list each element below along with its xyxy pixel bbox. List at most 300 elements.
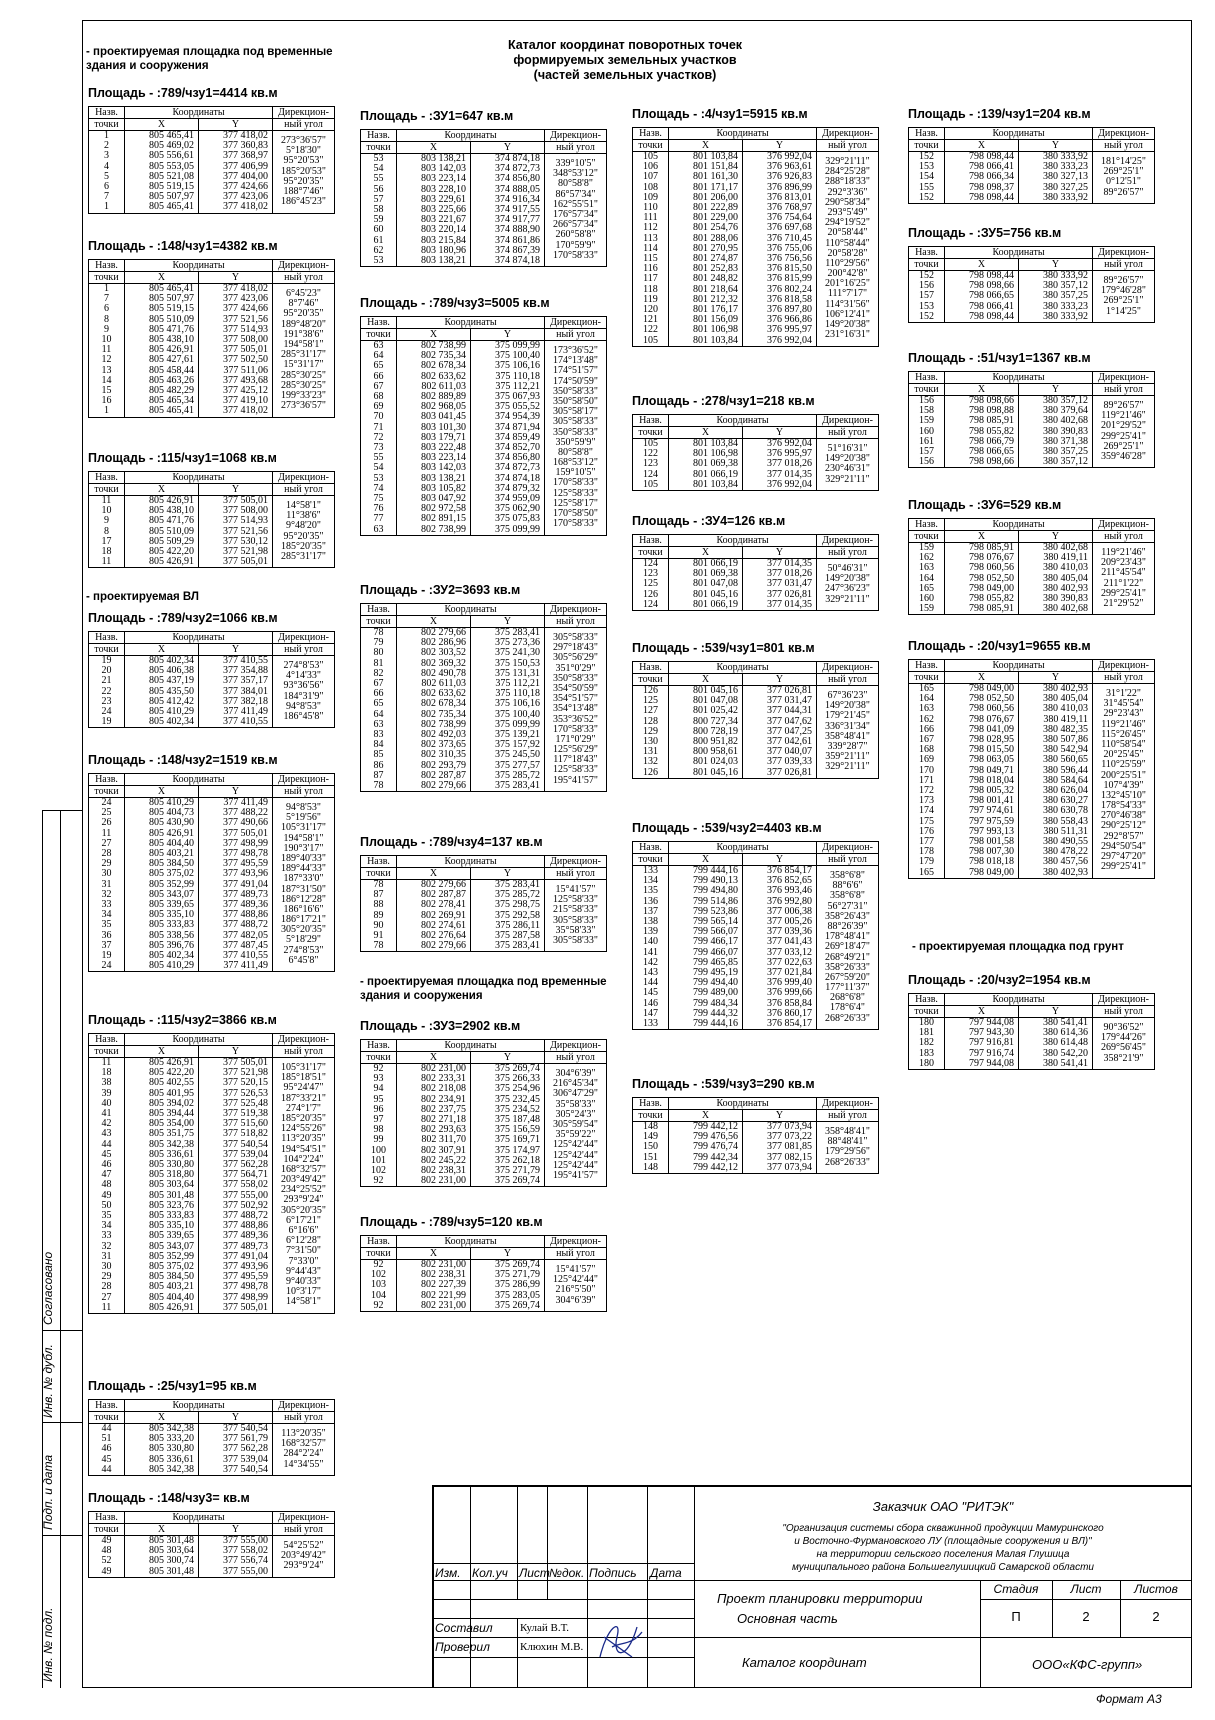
header-direction-2: ный угол [817, 674, 879, 686]
coord-y: 375 271,79 [471, 1270, 545, 1280]
header-direction: Дирекцион- [545, 604, 607, 616]
direction-angle: 189°48'20" [281, 318, 326, 330]
point-name: 154 [909, 172, 945, 182]
coord-y: 375 266,33 [471, 1074, 545, 1084]
coord-x: 805 403,21 [125, 849, 199, 859]
coord-x: 798 066,41 [945, 302, 1019, 312]
area-block [908, 638, 1155, 879]
direction-angles [1093, 152, 1155, 204]
coord-x: 798 052,50 [945, 574, 1019, 584]
project-desc-3: на территории сельского поселения Малая Глушица [816, 1549, 1070, 1560]
point-name: 122 [633, 325, 669, 335]
coord-y: 376 992,04 [743, 439, 817, 450]
coord-x: 805 426,91 [125, 829, 199, 839]
area-block [88, 1012, 335, 1314]
coord-y: 375 283,41 [471, 781, 545, 792]
coord-y: 376 756,56 [743, 254, 817, 264]
area-block [908, 972, 1155, 1070]
table-row [89, 131, 335, 142]
area-heading: Площадь - :539/чзу3=290 кв.м [632, 1077, 815, 1091]
direction-angles [817, 866, 879, 1030]
direction-angle: 29°23'43" [1103, 708, 1144, 720]
table-row [89, 798, 335, 809]
header-direction-2: ный угол [1093, 384, 1155, 396]
coord-x: 803 179,71 [397, 433, 471, 443]
point-name: 62 [361, 246, 397, 256]
coord-x: 798 005,32 [945, 786, 1019, 796]
coord-x: 801 066,19 [669, 600, 743, 611]
coord-y: 380 379,64 [1019, 406, 1093, 416]
header-coordinates: Координаты [669, 1098, 817, 1110]
header-point-name-2: точки [89, 1412, 125, 1424]
direction-angle: 125°56'29" [553, 744, 598, 756]
header-coordinates: Координаты [669, 128, 817, 140]
direction-angle: 329°21'11" [825, 156, 870, 167]
header-direction-2: ный угол [545, 329, 607, 341]
point-name: 39 [89, 1089, 125, 1099]
coord-y: 374 861,86 [471, 236, 545, 246]
header-y: Y [743, 427, 817, 439]
direction-angle: 10°3'17" [286, 1286, 321, 1298]
point-name: 48 [89, 1546, 125, 1556]
coord-x: 805 426,91 [125, 557, 199, 568]
coord-y: 377 564,71 [199, 1170, 273, 1180]
direction-angle: 1°14'25" [1106, 305, 1141, 317]
direction-angle: 269°25'1" [1103, 166, 1144, 178]
coord-y: 380 542,94 [1019, 745, 1093, 755]
coord-y: 380 560,65 [1019, 755, 1093, 765]
sheets-value: 2 [1152, 1609, 1160, 1624]
coord-y: 377 040,07 [743, 747, 817, 757]
point-name: 170 [909, 766, 945, 776]
point-name: 166 [909, 725, 945, 735]
point-name: 48 [89, 1180, 125, 1190]
header-coordinates: Координаты [945, 660, 1093, 672]
direction-angle: 234°25'52" [281, 1184, 326, 1196]
coord-y: 375 287,58 [471, 931, 545, 941]
area-heading: Площадь - :ЗУ3=2902 кв.м [360, 1019, 521, 1033]
header-y: Y [471, 329, 545, 341]
point-name: 67 [361, 679, 397, 689]
coord-x: 801 218,64 [669, 285, 743, 295]
coord-x: 802 310,35 [397, 750, 471, 760]
table-row [909, 271, 1155, 282]
coord-x: 800 951,82 [669, 737, 743, 747]
header-direction-2: ный угол [273, 644, 335, 656]
coord-x: 801 069,38 [669, 459, 743, 469]
coord-table [88, 1399, 335, 1476]
point-name: 125 [633, 696, 669, 706]
point-name: 61 [361, 236, 397, 246]
coord-y: 376 697,68 [743, 223, 817, 233]
header-direction-2: ный угол [273, 484, 335, 496]
coord-y: 377 073,94 [743, 1163, 817, 1174]
coord-y: 375 099,99 [471, 720, 545, 730]
coord-x: 805 351,75 [125, 1129, 199, 1139]
header-point-name: Назв. [633, 128, 669, 140]
coord-y: 377 021,84 [743, 968, 817, 978]
area-heading: Площадь - :789/чзу4=137 кв.м [360, 835, 543, 849]
direction-angle: 211°1'22" [1103, 577, 1144, 589]
coord-y: 377 384,01 [199, 687, 273, 697]
coord-x: 798 098,44 [945, 312, 1019, 323]
header-direction: Дирекцион- [273, 774, 335, 786]
point-name: 19 [89, 656, 125, 667]
compiled-by-name: Кулай В.Т. [520, 1622, 569, 1634]
coord-y: 377 555,00 [199, 1191, 273, 1201]
point-name: 116 [633, 264, 669, 274]
coord-y: 380 357,12 [1019, 457, 1093, 468]
document-name: Каталог координат [742, 1655, 867, 1670]
coord-table [88, 106, 335, 214]
coord-y: 377 488,86 [199, 910, 273, 920]
header-direction: Дирекцион- [1093, 247, 1155, 259]
coord-y: 375 099,99 [471, 525, 545, 536]
coord-y: 377 539,04 [199, 1455, 273, 1465]
point-name: 63 [361, 720, 397, 730]
direction-angles [817, 1122, 879, 1174]
coord-x: 805 301,48 [125, 1536, 199, 1547]
signature-image [592, 1607, 647, 1667]
coord-y: 376 768,97 [743, 203, 817, 213]
point-name: 35 [89, 920, 125, 930]
direction-angle: 268°49'21" [825, 951, 870, 963]
coord-x: 798 063,05 [945, 755, 1019, 765]
header-point-name-2: точки [633, 854, 669, 866]
direction-angle: 89°26'57" [1103, 400, 1144, 411]
coord-y: 377 518,82 [199, 1129, 273, 1139]
header-y: Y [743, 547, 817, 559]
coord-x: 799 514,86 [669, 897, 743, 907]
header-x: X [669, 547, 743, 559]
col-date: Дата [650, 1566, 682, 1580]
coord-x: 805 343,07 [125, 890, 199, 900]
coord-x: 802 231,00 [397, 1260, 471, 1271]
point-name: 17 [89, 537, 125, 547]
header-point-name-2: точки [361, 868, 397, 880]
area-block [632, 106, 879, 347]
project-desc-1: "Организация системы сбора скважинной продукции Мамуринского [782, 1523, 1104, 1534]
coord-y: 377 502,92 [199, 1201, 273, 1211]
coord-x: 805 482,29 [125, 386, 199, 396]
area-heading: Площадь - :115/чзу2=3866 кв.м [88, 1013, 277, 1027]
point-name: 89 [361, 911, 397, 921]
coord-y: 377 411,49 [199, 798, 273, 809]
direction-angles [273, 798, 335, 972]
coord-x: 801 066,19 [669, 559, 743, 570]
header-coordinates: Координаты [397, 130, 545, 142]
coord-x: 799 565,14 [669, 917, 743, 927]
area-heading: Площадь - :789/чзу5=120 кв.м [360, 1215, 543, 1229]
direction-angle: 339°10'5" [555, 158, 596, 169]
header-direction-2: ный угол [273, 1046, 335, 1058]
point-name: 38 [89, 1078, 125, 1088]
point-name: 24 [89, 798, 125, 809]
coord-y: 376 854,17 [743, 1019, 817, 1030]
area-block [908, 225, 1155, 323]
coord-x: 798 098,37 [945, 183, 1019, 193]
point-name: 173 [909, 796, 945, 806]
coord-x: 805 402,34 [125, 656, 199, 667]
point-name: 11 [89, 345, 125, 355]
coord-x: 805 394,44 [125, 1109, 199, 1119]
point-name: 33 [89, 900, 125, 910]
coord-y: 377 014,35 [743, 470, 817, 480]
coord-x: 803 229,61 [397, 195, 471, 205]
coord-x: 801 212,32 [669, 295, 743, 305]
direction-angle: 230°46'31" [825, 463, 870, 475]
header-point-name-2: точки [909, 672, 945, 684]
direction-angle: 304°6'39" [555, 1068, 596, 1079]
point-name: 26 [89, 818, 125, 828]
direction-angle: 168°53'12" [553, 457, 598, 469]
stage-value: П [1011, 1609, 1021, 1624]
direction-angle: 187°31'50" [281, 883, 326, 895]
direction-angle: 268°6'8" [830, 992, 865, 1004]
coord-x: 805 410,29 [125, 707, 199, 717]
coord-y: 380 333,92 [1019, 152, 1093, 163]
coord-y: 375 285,72 [471, 890, 545, 900]
point-name: 177 [909, 837, 945, 847]
coord-x: 799 489,00 [669, 988, 743, 998]
point-name: 82 [361, 669, 397, 679]
coord-x: 801 151,84 [669, 162, 743, 172]
coord-x: 805 330,80 [125, 1444, 199, 1454]
coord-y: 377 039,36 [743, 927, 817, 937]
coord-y: 377 540,54 [199, 1424, 273, 1435]
point-name: 49 [89, 1567, 125, 1578]
point-name: 70 [361, 412, 397, 422]
coord-y: 380 626,04 [1019, 786, 1093, 796]
coord-y: 375 254,96 [471, 1084, 545, 1094]
direction-angle: 106°12'41" [825, 308, 870, 320]
point-name: 30 [89, 1262, 125, 1272]
coord-y: 377 014,35 [743, 559, 817, 570]
coord-y: 375 187,48 [471, 1115, 545, 1125]
point-name: 37 [89, 941, 125, 951]
coord-x: 801 288,06 [669, 234, 743, 244]
direction-angle: 329°21'11" [825, 761, 870, 773]
coord-table [908, 371, 1155, 468]
coord-x: 799 442,12 [669, 1122, 743, 1133]
point-name: 92 [361, 1301, 397, 1312]
coord-y: 377 418,02 [199, 131, 273, 142]
point-name: 132 [633, 757, 669, 767]
point-name: 84 [361, 740, 397, 750]
point-name: 53 [361, 256, 397, 267]
coord-x: 802 238,31 [397, 1270, 471, 1280]
direction-angle: 273°36'57" [281, 135, 326, 146]
coord-x: 805 471,76 [125, 516, 199, 526]
point-name: 134 [633, 876, 669, 886]
point-name: 1 [89, 284, 125, 295]
direction-angle: 247°36'23" [825, 583, 870, 595]
header-point-name: Назв. [633, 662, 669, 674]
coord-y: 375 067,93 [471, 392, 545, 402]
coord-y: 377 044,31 [743, 706, 817, 716]
direction-angles [545, 341, 607, 536]
point-name: 118 [633, 285, 669, 295]
coord-x: 802 738,99 [397, 341, 471, 352]
direction-angle: 297°18'43" [553, 642, 598, 654]
point-name: 8 [89, 527, 125, 537]
point-name: 152 [909, 312, 945, 323]
header-y: Y [199, 484, 273, 496]
coord-x: 805 465,41 [125, 284, 199, 295]
coord-x: 798 098,66 [945, 457, 1019, 468]
coord-y: 376 818,58 [743, 295, 817, 305]
header-direction: Дирекцион- [1093, 519, 1155, 531]
point-name: 7 [89, 192, 125, 202]
direction-angle: 119°21'46" [1101, 718, 1146, 730]
coord-x: 805 352,99 [125, 880, 199, 890]
direction-angle: 329°21'11" [825, 593, 870, 605]
point-name: 124 [633, 600, 669, 611]
header-point-name-2: точки [633, 140, 669, 152]
area-heading: Площадь - :539/чзу1=801 кв.м [632, 641, 815, 655]
header-point-name: Назв. [909, 372, 945, 384]
direction-angle: 354°50'59" [553, 682, 598, 694]
coord-x: 801 045,16 [669, 590, 743, 600]
direction-angle: 353°36'52" [553, 713, 598, 725]
header-y: Y [743, 674, 817, 686]
point-name: 58 [361, 205, 397, 215]
direction-angle: 189°44'33" [281, 863, 326, 875]
direction-angles [1093, 684, 1155, 879]
coord-y: 377 489,73 [199, 1242, 273, 1252]
header-x: X [125, 272, 199, 284]
coord-x: 805 510,09 [125, 315, 199, 325]
coord-x: 805 437,19 [125, 676, 199, 686]
header-direction: Дирекцион- [817, 415, 879, 427]
coord-x: 801 103,84 [669, 152, 743, 163]
coord-x: 798 060,56 [945, 704, 1019, 714]
coord-x: 802 738,99 [397, 720, 471, 730]
header-x: X [125, 1412, 199, 1424]
coord-table [360, 129, 607, 267]
direction-angle: 299°25'41" [1101, 587, 1146, 599]
coord-x: 802 279,66 [397, 880, 471, 891]
coord-x: 805 396,76 [125, 941, 199, 951]
direction-angle: 358°26'43" [825, 910, 870, 922]
direction-angle: 274°8'53" [283, 660, 324, 671]
header-y: Y [199, 1412, 273, 1424]
point-name: 13 [89, 366, 125, 376]
header-coordinates: Координаты [397, 856, 545, 868]
coord-x: 798 028,95 [945, 735, 1019, 745]
point-name: 108 [633, 183, 669, 193]
point-name: 165 [909, 584, 945, 594]
coord-x: 798 049,00 [945, 684, 1019, 695]
coord-x: 801 069,38 [669, 569, 743, 579]
coord-y: 380 558,43 [1019, 817, 1093, 827]
coord-y: 377 488,86 [199, 1221, 273, 1231]
table-row [633, 866, 879, 877]
point-name: 131 [633, 747, 669, 757]
coord-x: 805 375,02 [125, 1262, 199, 1272]
coord-y: 375 062,90 [471, 504, 545, 514]
coord-y: 380 357,25 [1019, 447, 1093, 457]
coord-x: 805 384,50 [125, 1272, 199, 1282]
direction-angle: 358°6'8" [830, 890, 865, 902]
coord-y: 376 755,06 [743, 244, 817, 254]
coord-x: 800 958,61 [669, 747, 743, 757]
sheet-value: 2 [1082, 1609, 1090, 1624]
area-heading: Площадь - :539/чзу2=4403 кв.м [632, 821, 822, 835]
coord-x: 805 333,20 [125, 1434, 199, 1444]
header-y: Y [199, 644, 273, 656]
coord-y: 377 558,02 [199, 1180, 273, 1190]
coord-x: 805 300,74 [125, 1556, 199, 1566]
point-name: 7 [89, 294, 125, 304]
col-list: Лист [519, 1566, 550, 1580]
direction-angle: 305°58'17" [553, 406, 598, 418]
header-point-name-2: точки [633, 1110, 669, 1122]
direction-angle: 125°58'17" [553, 497, 598, 509]
point-name: 27 [89, 839, 125, 849]
direction-angle: 179°21'45" [825, 710, 870, 722]
area-block [88, 85, 335, 214]
coord-x: 805 333,83 [125, 1211, 199, 1221]
header-direction-2: ный угол [545, 868, 607, 880]
coord-y: 380 333,92 [1019, 271, 1093, 282]
point-name: 88 [361, 900, 397, 910]
coord-y: 375 298,75 [471, 900, 545, 910]
coord-table [632, 661, 879, 779]
coord-y: 374 917,55 [471, 205, 545, 215]
coord-y: 376 860,17 [743, 1009, 817, 1019]
header-direction-2: ный угол [545, 1052, 607, 1064]
point-name: 18 [89, 547, 125, 557]
coord-y: 374 916,34 [471, 195, 545, 205]
direction-angle: 184°31'9" [283, 690, 324, 702]
coord-y: 377 482,05 [199, 931, 273, 941]
point-name: 50 [89, 1201, 125, 1211]
compiled-by-label: Составил [435, 1621, 493, 1635]
direction-angle: 90°36'52" [1103, 1022, 1144, 1033]
coord-y: 380 327,25 [1019, 183, 1093, 193]
coord-y: 376 999,40 [743, 978, 817, 988]
point-name: 78 [361, 781, 397, 792]
point-name: 98 [361, 1125, 397, 1135]
point-name: 55 [361, 174, 397, 184]
coord-x: 802 287,87 [397, 890, 471, 900]
coord-y: 377 521,56 [199, 527, 273, 537]
direction-angle: 14°34'55" [283, 1458, 324, 1470]
coord-x: 797 993,13 [945, 827, 1019, 837]
point-name: 92 [361, 1260, 397, 1271]
coord-y: 377 508,00 [199, 335, 273, 345]
coord-x: 802 633,62 [397, 372, 471, 382]
point-name: 5 [89, 172, 125, 182]
coord-table [360, 855, 607, 952]
header-y: Y [199, 1046, 273, 1058]
coord-y: 377 424,66 [199, 182, 273, 192]
coord-y: 375 100,40 [471, 710, 545, 720]
header-direction-2: ный угол [273, 272, 335, 284]
coord-y: 380 490,55 [1019, 837, 1093, 847]
header-direction-2: ный угол [817, 1110, 879, 1122]
direction-angle: 149°20'38" [825, 573, 870, 585]
header-x: X [125, 1046, 199, 1058]
direction-angle: 203°49'42" [281, 1174, 326, 1186]
coord-y: 377 404,00 [199, 172, 273, 182]
coord-y: 380 402,68 [1019, 416, 1093, 426]
direction-angle: 35°58'33" [555, 1098, 596, 1110]
direction-angles [817, 439, 879, 491]
direction-angle: 187°33'21" [281, 1092, 326, 1104]
coord-x: 802 271,18 [397, 1115, 471, 1125]
